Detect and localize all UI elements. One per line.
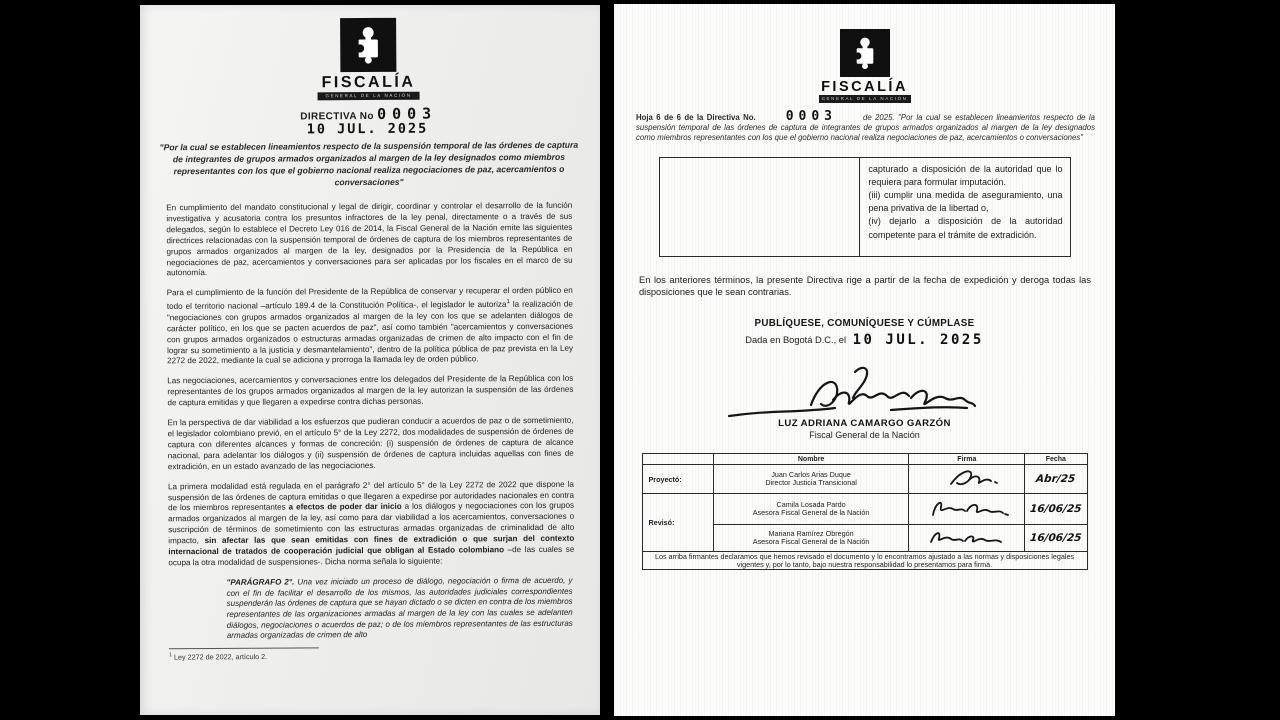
signature-block <box>614 358 1115 440</box>
signature-ink <box>921 526 1013 548</box>
excerpt-left-cell-empty <box>660 158 861 256</box>
signer-role: Fiscal General de la Nación <box>809 430 920 441</box>
row-label-reviso: Revisó: <box>642 494 713 552</box>
publish-order-line: PUBLÍQUESE, COMUNÍQUESE Y CÚMPLASE <box>754 318 975 330</box>
person-name: Camila Losada Pardo <box>776 499 846 509</box>
document-page-1 <box>140 5 600 715</box>
directive-label: DIRECTIVA No <box>300 110 374 123</box>
paragraph-5-text: La primera modalidad está regulada en el parágrafo 2° del artículo 5° de la Ley 2272 de 2022 que dispone la suspensión de las órdenes de captura emitidas o que llegaren a expedirse por autoridades nacionales en contra de los miembros representantes <box>167 479 575 513</box>
brand-wordmark: FISCALÍA <box>821 79 908 95</box>
paragraph-2-text: Para el cumplimiento de la función del Presidente de la República de conservar y recuperar el orden público en todo el territorio nacional –artículo 189.4 de la Constitución Política-, el legislador le autoriza <box>166 286 573 312</box>
excerpt-line-capture: capturado a disposición de la autoridad que lo requiera para formular imputación. <box>868 163 1063 187</box>
document-page-6 <box>614 4 1115 716</box>
person-cell <box>713 465 909 494</box>
person-cell <box>713 525 909 552</box>
brand-subtitle-bar: GENERAL DE LA NACIÓN <box>318 92 420 101</box>
header-nombre: Nombre <box>713 454 909 465</box>
date-cell <box>1025 525 1087 552</box>
directive-number-stamp: 0003 <box>785 109 837 124</box>
paragraph-5 <box>168 479 575 569</box>
paragraph-1: En cumplimiento del mandato constitucional y legal de dirigir, coordinar y controlar el desarrollo de la función investigativa y acusatoria contra los presuntos infractores de la ley penal, directamente o a través de sus delegados, según lo establece el Decreto Ley 016 de 2014, la Fiscal General de la Nación emite las siguientes directrices relacionadas con la suspensión temporal de órdenes de captura de los miembros representantes de grupos armados organizados al margen de la ley, designados por la Presidencia de la República en negociaciones de paz, acercamientos y conversaciones para ser aplicadas por los fiscales en el marco de su autonomía. <box>166 200 573 278</box>
signer-name: LUZ ADRIANA CAMARGO GARZÓN <box>778 418 951 430</box>
table-row-reviso-1 <box>642 494 1087 525</box>
quote-lead: "PARÁGRAFO 2°. <box>226 577 295 587</box>
page-number-label: Hoja 6 de 6 de la Directiva No. <box>636 113 756 122</box>
closing-paragraph: En los anteriores términos, la presente Directiva rige a partir de la fecha de expedición y deroga todas las disposiciones que le sean contrarias. <box>639 274 1091 298</box>
excerpt-right-cell <box>860 158 1069 256</box>
person-role: Asesora Fiscal General de la Nación <box>752 508 870 518</box>
person-name: Juan Carlos Arias Duque <box>771 469 851 479</box>
handwritten-date: Abr/25 <box>1035 473 1077 486</box>
person-name: Mariana Ramírez Obregón <box>768 528 854 538</box>
person-role: Asesora Fiscal General de la Nación <box>752 537 870 547</box>
footnote-divider <box>169 647 319 649</box>
directive-title-reference: de 2025. "Por la cual se establecen lineamientos respecto de la suspensión temporal de las órdenes de captura de integrantes de grupos armados organizados al margen de la ley designados como miembros representantes con los que el gobierno nacional realiza negociaciones de paz, acercamientos o conversaciones" <box>636 113 1095 143</box>
brand-wordmark: FISCALÍA <box>321 73 416 92</box>
puzzle-piece-icon <box>840 29 890 77</box>
table-disclaimer: Los arriba firmantes declaramos que hemos revisado el documento y lo encontramos ajustado a las normas y disposiciones legales vigentes y, por lo tanto, bajo nuestra responsabilidad lo presentamos para firma. <box>642 552 1087 570</box>
issued-at-label: Dada en Bogotá D.C., el <box>745 335 847 346</box>
paragraph-4: En la perspectiva de dar viabilidad a los esfuerzos que pudieran conducir a acuerdos de paz o de sometimiento, el legislador colombiano previó, en el artículo 5° de la Ley 2272, dos modalidades de suspensión de órdenes de captura con diferentes alcances y formas de concreción: (i) suspensión de órdenes de captura de alcance nacional, para adelantar los diálogos y (ii) suspensión de órdenes de captura incluidas aquellas con fines de extradición, en un estado avanzado de las negociaciones. <box>167 415 574 471</box>
handwritten-date: 16/06/25 <box>1029 532 1083 545</box>
header-fecha: Fecha <box>1025 454 1087 465</box>
paragraph-5-text-2: a los diálogos y negociaciones con los grupos armados organizados al margen de la ley, así como para dar viabilidad a los acercamientos, conversaciones o suscripción de términos de sometimiento con las estructuras armadas organizadas de criminalidad de alto impacto, <box>168 501 575 546</box>
page-header-caption <box>636 109 1095 144</box>
paragraph-5-bold-2: sin afectar las que sean emitidas con fines de extradición o que surjan del contexto internacional de tratados de cooperación judicial que obligan al Estado colombiano <box>168 533 575 557</box>
paragraph-5-bold-1: a efectos de poder dar inicio <box>288 502 402 512</box>
table-disclaimer-row <box>642 552 1087 570</box>
header-empty-cell <box>642 454 713 465</box>
approval-header-row <box>642 454 1087 465</box>
brand-subtitle-bar: GENERAL DE LA NACIÓN <box>819 95 911 103</box>
footnote-marker: 1 <box>168 652 173 659</box>
header-firma: Firma <box>909 454 1025 465</box>
footnote-text: Ley 2272 de 2022, artículo 2. <box>174 652 268 662</box>
date-stamp: 10 JUL. 2025 <box>306 120 429 138</box>
footnote <box>169 650 575 662</box>
paragraph-2 <box>167 286 573 368</box>
legal-quote-paragraph <box>226 576 572 642</box>
row-label-proyecto: Proyectó: <box>642 465 713 494</box>
footnote-ref: 1 <box>506 299 510 306</box>
approval-table <box>642 453 1088 570</box>
two-column-excerpt-table <box>659 157 1071 257</box>
person-cell <box>713 494 909 525</box>
paragraph-3: Las negociaciones, acercamientos y conversaciones entre los delegados del Presidente de la República con los representantes de los grupos armados organizados al margen de la ley autorizan la suspensión de las órdenes de captura emitidas y que llegaren a expedirse contra dichas personas. <box>167 374 574 408</box>
issuance-date-line <box>614 332 1115 348</box>
handwritten-date: 16/06/25 <box>1029 503 1083 516</box>
signature-cell <box>909 494 1025 525</box>
signature-ink <box>921 495 1013 521</box>
excerpt-line-iv: (iv) dejarlo a disposición de la autoridad competente para el trámite de extradición. <box>868 216 1063 240</box>
person-role: Director Justicia Transicional <box>765 478 857 488</box>
paragraph-2-continued: la realización de "negociaciones con grupos armados organizados al margen de la ley con los que se adelanten diálogos de carácter político, en los que se pacten acuerdos de paz", así como también "acercamientos y conversaciones con grupos armados organizados o estructuras armadas organizadas de crimen de alto impacto con el fin de lograr su sometimiento a la justicia y desmantelamiento", dentro de la política pública de paz prevista en la Ley 2272 de 2022, mediante la cual se adiciona y prorroga la llamada ley de orden público. <box>166 299 574 366</box>
signature-cell <box>909 525 1025 552</box>
table-row-proyecto <box>642 465 1087 494</box>
directive-number-stamp: 0003 <box>376 104 438 123</box>
directive-title: "Por la cual se establecen lineamientos respecto de la suspensión temporal de las órdenes de captura de integrantes de grupos armados organizados al margen de la ley designados como miembros representantes con los que el gobierno nacional realiza negociaciones de paz, acercamientos o conversaciones" <box>159 139 579 188</box>
date-cell <box>1025 465 1087 494</box>
paragraph-5-text-3: –de las cuales se ocupa la otra modalidad de suspensiones-. Dicha norma señala lo siguiente: <box>168 544 575 568</box>
quote-body: Una vez iniciado un proceso de diálogo, negociación o firma de acuerdo, y con el fin de facilitar el desarrollo de los mismos, las autoridades judiciales correspondientes suspenderán las órdenes de captura que se hayan dictado o se dicten en contra de los miembros representantes de las organizaciones armadas al margen de la ley con las cuales se adelanten diálogos, negociaciones o acuerdos de paz; o de los miembros representantes de las estructuras armadas organizadas de crimen de alto <box>226 575 573 641</box>
puzzle-piece-icon <box>340 18 396 72</box>
date-stamp: 10 JUL. 2025 <box>852 332 984 349</box>
fiscalia-logo <box>140 17 599 102</box>
fiscalia-logo-page6 <box>614 29 1115 103</box>
date-cell <box>1025 494 1087 525</box>
signature-ink <box>921 466 1013 490</box>
signature-cell <box>909 465 1025 494</box>
directive-body <box>166 201 575 662</box>
excerpt-line-iii: (iii) cumplir una medida de aseguramiento, una pena privativa de la libertad o, <box>868 190 1063 214</box>
